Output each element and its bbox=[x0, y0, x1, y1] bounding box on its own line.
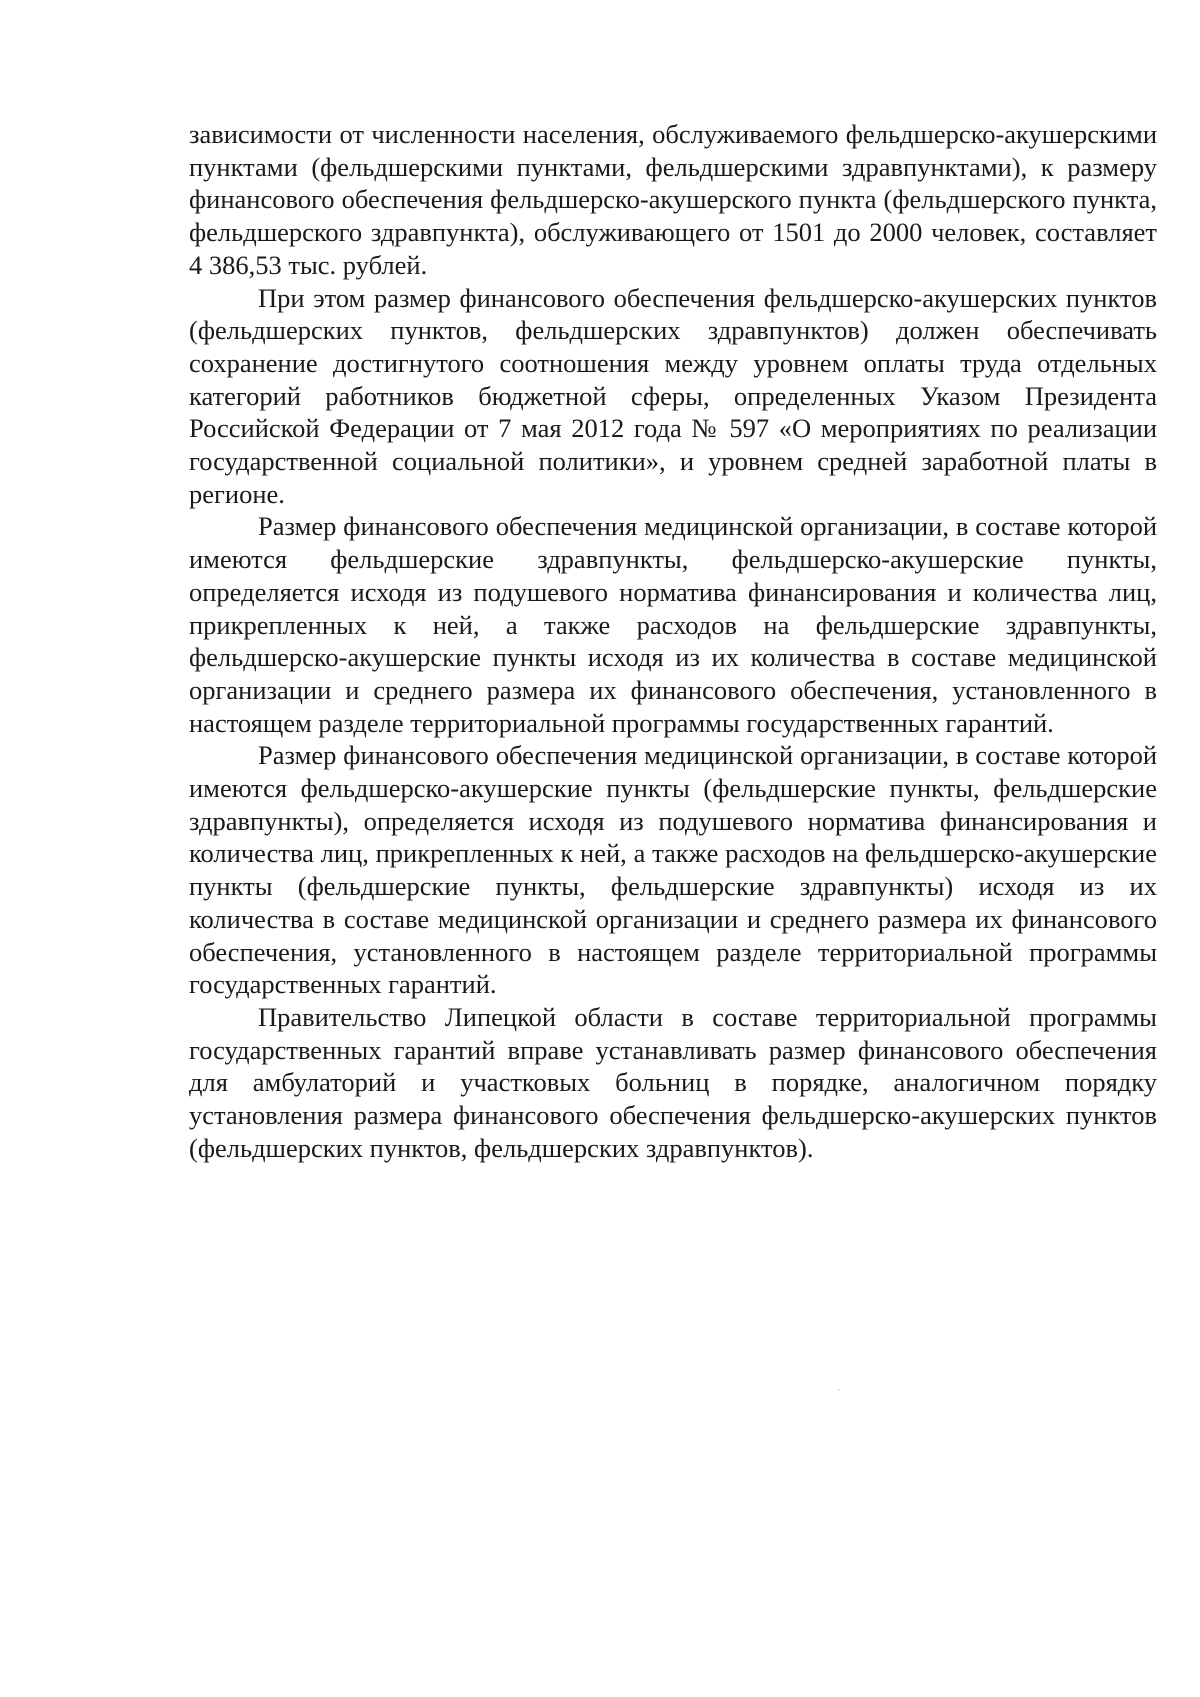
paragraph-funding-fap-second: Размер финансового обеспечения медицинской организации, в составе которой имеются фельдшерско-акушерские пункты (фельдшерские пункты, фельдшерские здравпункты), определяется исходя из подушевого норматива финансирования и количества лиц, прикрепленных к ней, а также расходов на фельдшерско-акушерские пункты (фельдшерские пункты, фельдшерские здравпункты) исходя из их количества в составе медицинской организации и среднего размера их финансового обеспечения, установленного в настоящем разделе территориальной программы государственных гарантий. bbox=[189, 740, 1157, 1000]
document-body bbox=[189, 118, 1157, 1165]
paragraph-lipetsk-government: Правительство Липецкой области в составе территориальной программы государственных гарантий вправе устанавливать размер финансового обеспечения для амбулаторий и участковых больниц в порядке, аналогичном порядку установления размера финансового обеспечения фельдшерско-акушерских пунктов (фельдшерских пунктов, фельдшерских здравпунктов). bbox=[189, 1001, 1157, 1163]
paragraph-funding-fap-first: Размер финансового обеспечения медицинской организации, в составе которой имеются фельдшерские здравпункты, фельдшерско-акушерские пункты, определяется исходя из подушевого норматива финансирования и количества лиц, прикрепленных к ней, а также расходов на фельдшерские здравпункты, фельдшерско-акушерские пункты исходя из их количества в составе медицинской организации и среднего размера их финансового обеспечения, установленного в настоящем разделе территориальной программы государственных гарантий. bbox=[189, 511, 1157, 738]
scan-speck bbox=[838, 1389, 840, 1391]
paragraph-salary-ratio: При этом размер финансового обеспечения фельдшерско-акушерских пунктов (фельдшерских пунктов, фельдшерских здравпунктов) должен обеспечивать сохранение достигнутого соотношения между уровнем оплаты труда отдельных категорий работников бюджетной сферы, определенных Указом Президента Российской Федерации от 7 мая 2012 года № 597 «О мероприятиях по реализации государственной социальной политики», и уровнем средней заработной платы в регионе. bbox=[189, 282, 1157, 509]
paragraph-continuation: зависимости от численности населения, обслуживаемого фельдшерско-акушерскими пунктами (фельдшерскими пунктами, фельдшерскими здравпунктами), к размеру финансового обеспечения фельдшерско-акушерского пункта (фельдшерского пункта, фельдшерского здравпункта), обслуживающего от 1501 до 2000 человек, составляет 4 386,53 тыс. рублей. bbox=[189, 119, 1157, 280]
